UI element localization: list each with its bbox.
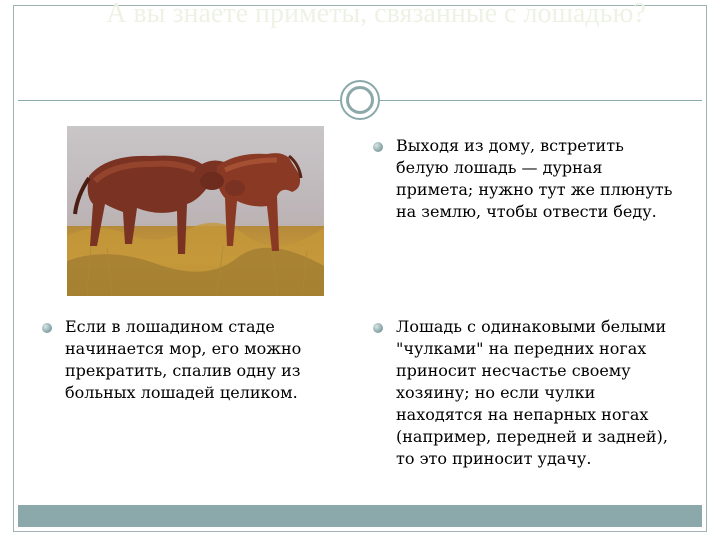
bullet-text: Если в лошадином стаде начинается мор, его можно прекратить, спалив одну из больных лошадей целиком. [65,317,302,402]
bullet-item [42,316,338,404]
footer-bar [18,505,702,527]
bullet-dot-icon [42,323,52,333]
bullet-dot-icon [373,142,383,152]
bullet-text: Лошадь с одинаковыми белыми "чулками" на передних ногах приносит несчастье своему хозяину; но если чулки находятся на непарных ногах (например, передней и задней), то это приносит удачу. [396,317,668,468]
bullet-dot-icon [373,323,383,333]
horses-painting [67,126,324,296]
circle-emblem-icon [340,80,380,120]
bullet-text: Выходя из дому, встретить белую лошадь — дурная примета; нужно тут же плюнуть на землю, чтобы отвести беду. [396,136,673,221]
bullet-item [373,316,683,470]
horses-painting-image [67,126,324,296]
slide-title: А вы знаете приметы, связанные с лошадью? [106,0,646,29]
bullet-item [373,135,673,223]
